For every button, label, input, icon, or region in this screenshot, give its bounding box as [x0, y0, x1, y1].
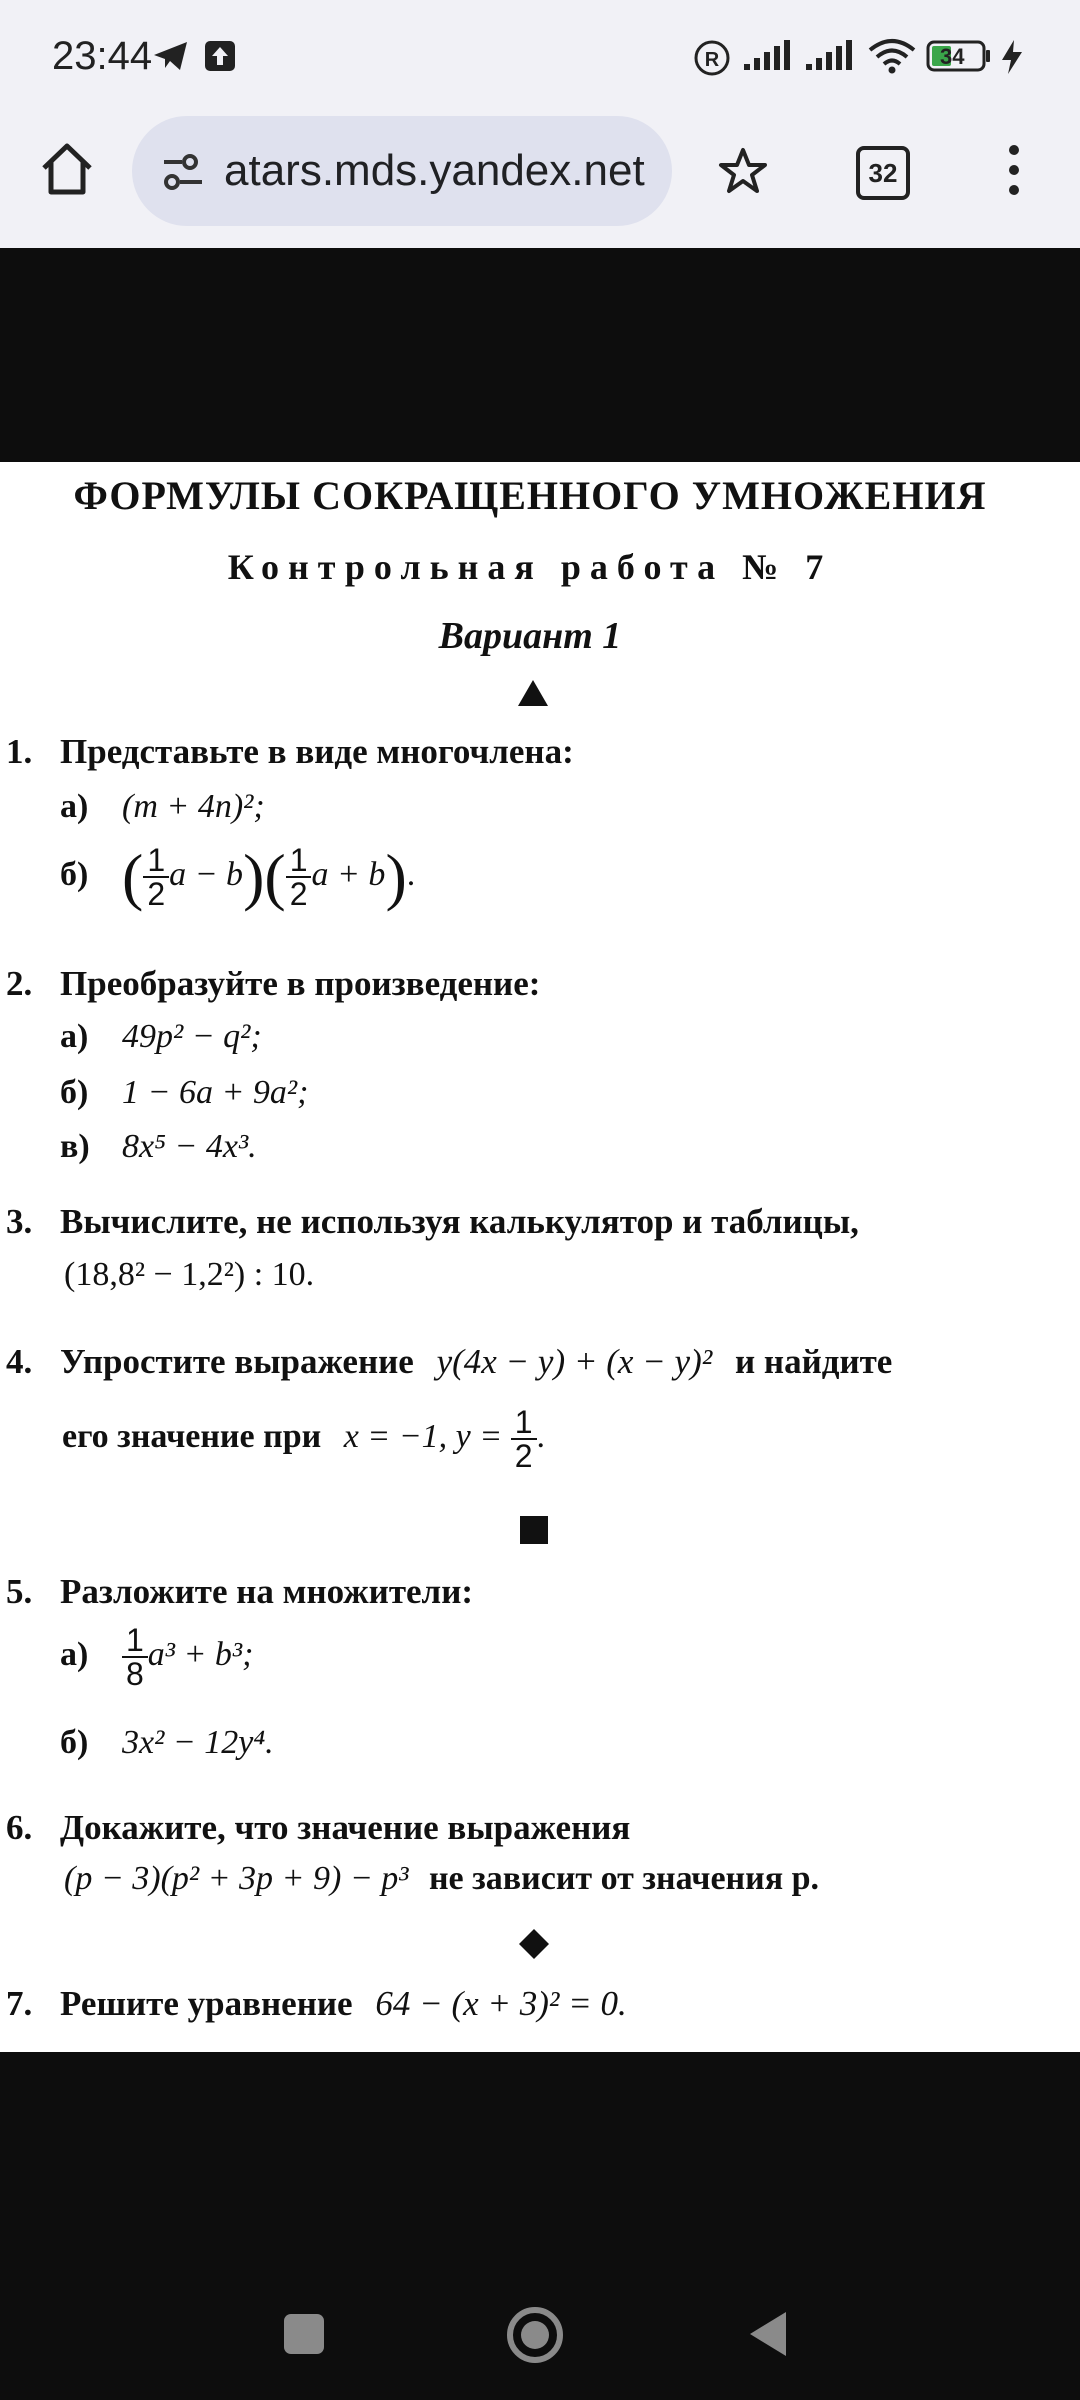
question-5: 5. Разложите на множители: [6, 1572, 474, 1611]
telegram-icon [152, 40, 190, 72]
recent-apps-icon[interactable] [282, 2312, 326, 2356]
home-button-icon[interactable] [506, 2306, 564, 2364]
q4-condition: его значение при x = −1, y = $\frac{1}{2}$ . [62, 1404, 546, 1474]
site-settings-icon[interactable] [162, 154, 206, 190]
variant-label: Вариант 1 [438, 615, 622, 657]
question-6: 6. Докажите, что значение выражения [6, 1808, 631, 1847]
status-bar [0, 0, 1080, 112]
wifi-icon [868, 38, 916, 74]
signal-sim2-icon [806, 40, 858, 72]
system-navigation-bar [0, 2052, 1080, 2400]
bookmark-star-icon[interactable] [718, 146, 768, 196]
q2-item-b: б) 1 − 6a + 9a²; [60, 1074, 309, 1111]
question-2: 2. Преобразуйте в произведение: [6, 964, 541, 1003]
q2-item-a: а) 49p² − q²; [60, 1018, 262, 1055]
diamond-marker-icon [518, 1928, 550, 1960]
battery-level: 34 [940, 44, 965, 69]
q1-item-a: а) (m + 4n)²; [60, 788, 265, 825]
q5-item-b: б) 3x² − 12y⁴. [60, 1724, 274, 1761]
browser-toolbar [0, 112, 1080, 248]
worksheet-title: ФОРМУЛЫ СОКРАЩЕННОГО УМНОЖЕНИЯ [73, 473, 987, 518]
question-4: 4. Упростите выражение y(4x − y) + (x − y)² и найдите [6, 1342, 893, 1381]
url-text[interactable]: atars.mds.yandex.net [224, 146, 645, 195]
q3-expression: (18,8² − 1,2²) : 10. [64, 1256, 315, 1293]
clock: 23:44 [52, 34, 153, 78]
q6-expression: (p − 3)(p² + 3p + 9) − p³ не зависит от значения p. [64, 1860, 820, 1897]
q1-item-b: б) ( $\frac{1}{2}$ a − b)( $\frac{1}{2}$ a + b). [60, 841, 416, 912]
upload-notification-icon [204, 40, 236, 72]
address-bar[interactable] [132, 116, 672, 226]
worksheet-image [0, 462, 1080, 2052]
svg-text:R: R [704, 49, 720, 71]
signal-sim1-icon [744, 40, 796, 72]
charging-icon [1000, 40, 1024, 74]
question-7: 7. Решите уравнение 64 − (x + 3)² = 0. [6, 1984, 627, 2023]
registered-icon [694, 40, 730, 76]
home-icon[interactable] [38, 140, 96, 198]
back-button-icon[interactable] [746, 2310, 790, 2358]
q2-item-c: в) 8x⁵ − 4x³. [60, 1128, 257, 1165]
more-menu-icon[interactable] [1002, 142, 1026, 198]
worksheet-subtitle: Контрольная работа № 7 [227, 547, 833, 587]
question-1: 1. Представьте в виде многочлена: [6, 732, 574, 771]
tab-count: 32 [868, 158, 898, 188]
tab-switcher-button[interactable] [856, 146, 910, 200]
image-top-margin [0, 248, 1080, 462]
q5-item-a: а) $\frac{1}{8}$ a³ + b³; [60, 1622, 254, 1692]
question-3: 3. Вычислите, не используя калькулятор и таблицы, [6, 1202, 859, 1241]
triangle-marker-icon [516, 678, 550, 708]
square-marker-icon [520, 1516, 548, 1544]
